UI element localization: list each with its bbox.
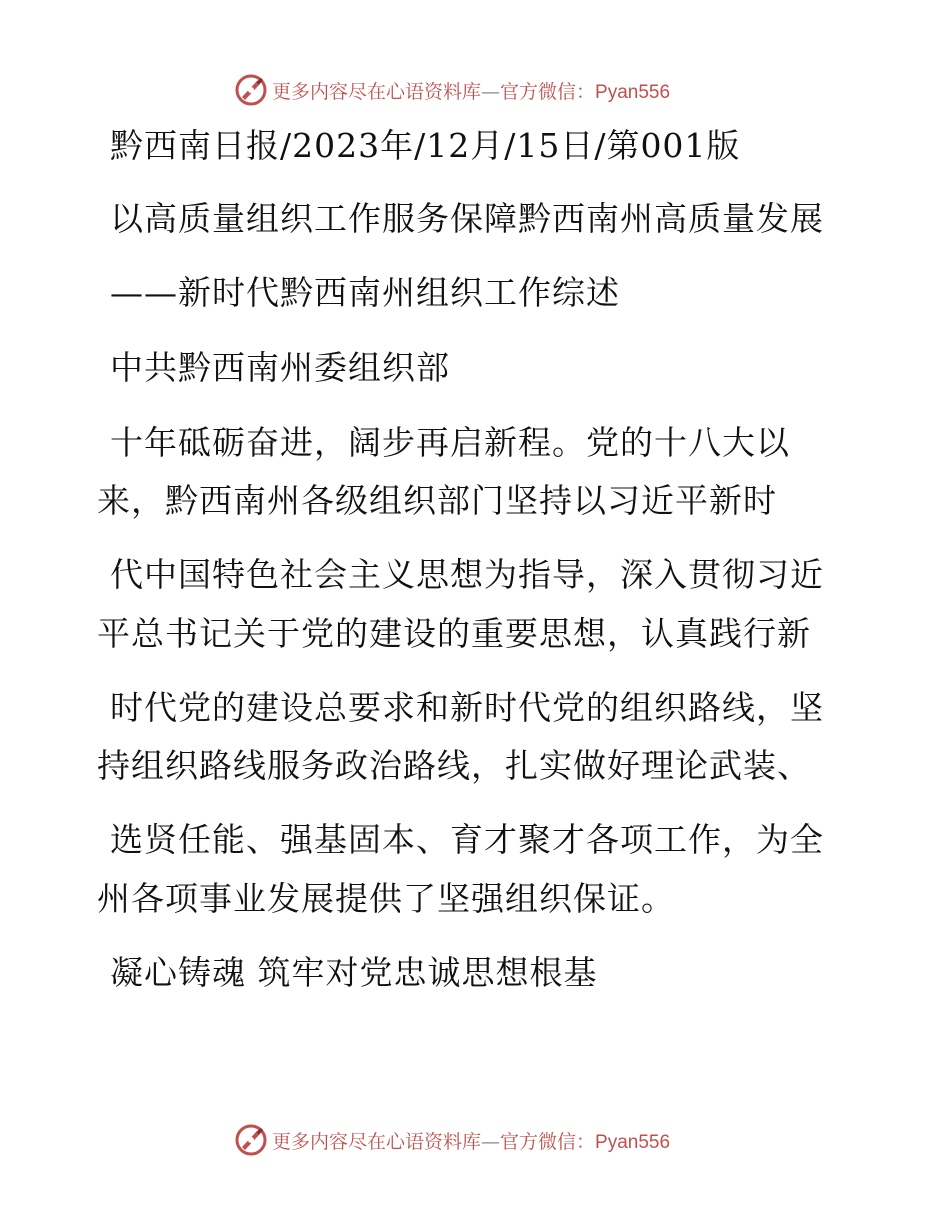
watermark-text xyxy=(272,77,670,104)
body-line: 持组织路线服务政治路线，扎实做好理论武装、 xyxy=(97,746,811,785)
watermark-account: Pyan556 xyxy=(595,1131,671,1153)
watermark-text xyxy=(272,1127,670,1154)
watermark-dash: — xyxy=(481,1130,501,1153)
article-title: 以高质量组织工作服务保障黔西南州高质量发展 xyxy=(110,199,824,238)
quill-logo-icon xyxy=(234,73,268,107)
article-author: 中共黔西南州委组织部 xyxy=(110,348,450,387)
body-line: 州各项事业发展提供了坚强组织保证。 xyxy=(97,879,675,918)
article-subtitle: ——新时代黔西南州组织工作综述 xyxy=(110,273,620,312)
quill-logo-icon xyxy=(234,1123,268,1157)
watermark-footer xyxy=(234,1122,670,1158)
body-line: 时代党的建设总要求和新时代党的组织路线，坚 xyxy=(110,688,824,727)
body-line: 代中国特色社会主义思想为指导，深入贯彻习近 xyxy=(110,555,824,594)
body-line: 选贤任能、强基固本、育才聚才各项工作，为全 xyxy=(110,820,824,859)
source-line: 黔西南日报/2023年/12月/15日/第001版 xyxy=(110,126,741,165)
watermark-site: 更多内容尽在心语资料库 xyxy=(272,80,482,103)
body-line: 来，黔西南州各级组织部门坚持以习近平新时 xyxy=(97,481,777,520)
section-heading: 凝心铸魂 筑牢对党忠诚思想根基 xyxy=(110,953,598,992)
watermark-site: 更多内容尽在心语资料库 xyxy=(272,1130,482,1153)
watermark-label: 官方微信： xyxy=(500,80,596,103)
watermark-header xyxy=(234,72,670,108)
body-line: 十年砥砺奋进，阔步再启新程。党的十八大以 xyxy=(110,423,790,462)
watermark-label: 官方微信： xyxy=(500,1130,596,1153)
body-line: 平总书记关于党的建设的重要思想，认真践行新 xyxy=(97,614,811,653)
watermark-account: Pyan556 xyxy=(595,81,671,103)
watermark-dash: — xyxy=(481,80,501,103)
